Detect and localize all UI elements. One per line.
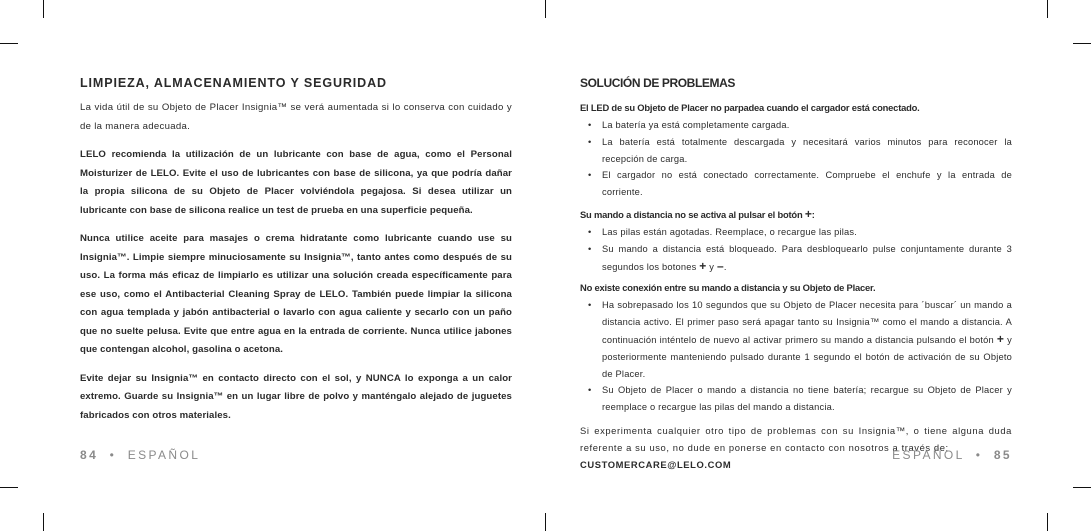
left-footer [80,448,200,462]
left-page-title: LIMPIEZA, ALMACENAMIENTO Y SEGURIDAD [80,76,387,90]
footer-language: ESPAÑOL [892,448,965,462]
plus-icon: + [699,258,707,273]
issue-led-list [580,117,1012,201]
footer-bullet: • [109,448,117,462]
list-item: • La batería está totalmente descargada y necesitará varios minutos para reconocer la recepción de carga. [602,134,1012,168]
footer-bullet: • [975,448,983,462]
issue-remote-title: Su mando a distancia no se activa al pulsar el botón +: [580,206,815,221]
crop-mark [0,43,18,44]
plus-icon: + [804,206,812,221]
left-body [80,99,512,435]
list-item: • Su mando a distancia está bloqueado. Para desbloquearlo pulse conjuntamente durante 3 segundos los botones + y –. [602,241,1012,276]
crop-mark [43,513,44,531]
minus-icon: – [716,258,724,273]
lubricant-paragraph: LELO recomienda la utilización de un lubricante con base de agua, como el Personal Moisturizer de LELO. Evite el uso de lubricantes con base de silicona, ya que podría dañar la propia silicona de su Objeto de Placer volviéndola pegajosa. Si desea utilizar un lubricante con base de silicona realice un test de prueba en una superficie pequeña. [80,149,512,216]
page-number: 85 [993,448,1012,462]
issue-connection-title: No existe conexión entre su mando a distancia y su Objeto de Placer. [580,282,876,294]
plus-icon: + [996,331,1005,346]
issue-led-title: El LED de su Objeto de Placer no parpadea cuando el cargador está conectado. [580,102,920,113]
closing-paragraph: Si experimenta cualquier otro tipo de problemas con su Insignia™, o tiene alguna duda referente a su uso, no dude en ponerse en contacto con nosotros a través de: CUSTOMERCARE@LELO.COM [580,424,1012,470]
crop-mark [0,487,18,488]
support-email-link[interactable]: CUSTOMERCARE@LELO.COM [580,458,732,470]
list-item: • Ha sobrepasado los 10 segundos que su Objeto de Placer necesita para ´buscar´ un mando a distancia activo. El primer paso será apagar tanto su Insignia™ como el mando a distancia. A continuación inténtelo de nuevo al activar primero su mando a distancia pulsando el botón + y posteriormente manteniendo pulsado durante 1 segundo el botón de activación de su Objeto de Placer. [602,297,1012,382]
crop-mark [43,0,44,18]
list-item: • El cargador no está conectado correctamente. Compruebe el enchufe y la entrada de corriente. [602,167,1012,201]
storage-paragraph: Evite dejar su Insignia™ en contacto directo con el sol, y NUNCA lo exponga a un calor extremo. Guarde su Insignia™ en un lugar libre de polvo y manténgalo alejado de juguetes fabricados con otros materiales. [80,372,512,421]
crop-mark [1047,513,1048,531]
troubleshooting-body [580,100,1012,483]
intro-paragraph: La vida útil de su Objeto de Placer Insignia™ se verá aumentada si lo conserva con cuidado y de la manera adecuada. [80,102,512,132]
list-item: • Las pilas están agotadas. Reemplace, o recargue las pilas. [602,224,1012,241]
crop-mark [1047,0,1048,18]
right-footer [892,448,1012,462]
issue-connection-list [580,297,1012,416]
crop-mark [1073,487,1091,488]
list-item: • La batería ya está completamente cargada. [602,117,1012,134]
crop-mark [545,0,546,18]
list-item: • Su Objeto de Placer o mando a distancia no tiene batería; recargue su Objeto de Placer y reemplace o recargue las pilas del mando a distancia. [602,382,1012,416]
issue-remote-list [580,224,1012,275]
page-number: 84 [80,448,99,462]
right-page-title: SOLUCIÓN DE PROBLEMAS [580,76,735,90]
cleaning-paragraph: Nunca utilice aceite para masajes o crema hidratante como lubricante cuando use su Insignia™. Limpie siempre minuciosamente su Insignia™, tanto antes como después de su uso. La forma más eficaz de limpiarlo es utilizar una solución creada específicamente para ese uso, como el Antibacterial Cleaning Spray de LELO. También puede limpiar la silicona con agua templada y jabón antibacterial o lavarlo con agua caliente y secarlo con un paño que no suelte pelusa. Evite que entre agua en la entrada de corriente. Nunca utilice jabones que contengan alcohol, gasolina o acetona. [80,233,512,355]
footer-language: ESPAÑOL [127,448,201,462]
crop-mark [1073,43,1091,44]
crop-mark [545,513,546,531]
